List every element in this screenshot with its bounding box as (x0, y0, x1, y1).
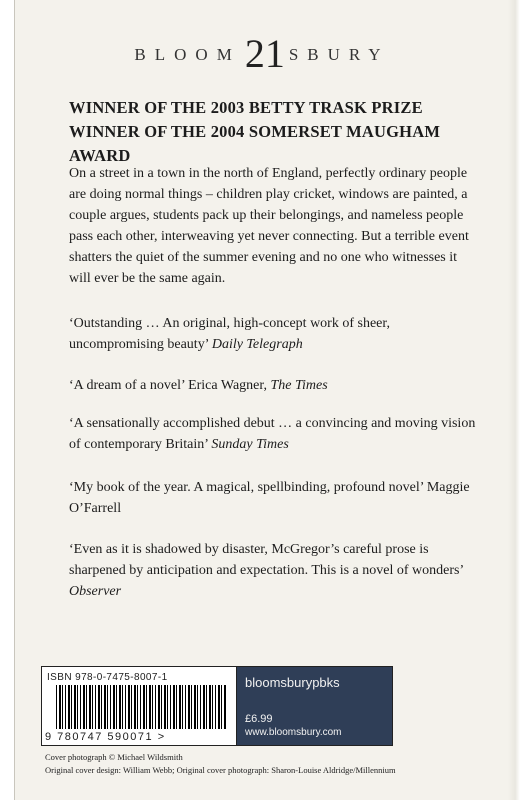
barcode-digits: 9 780747 590071 > (45, 731, 166, 743)
quote-source: The Times (270, 378, 328, 393)
barcode-bars (56, 685, 226, 729)
quote-text: ‘A sensationally accomplished debut … a convincing and moving vision of contemporary Britain’ (69, 416, 476, 452)
isbn-text: ISBN 978-0-7475-8007-1 (47, 672, 168, 683)
award-line: WINNER OF THE 2004 SOMERSET MAUGHAM AWARD (69, 122, 441, 165)
quote-source: Daily Telegraph (211, 337, 303, 352)
review-quote (69, 313, 479, 355)
logo-left: BLOOM (134, 45, 241, 64)
photo-credit: Cover photograph © Michael Wildsmith (45, 752, 183, 762)
publisher-logo (15, 30, 509, 77)
review-quote (69, 375, 479, 396)
quote-text: ‘My book of the year. A magical, spellbinding, profound novel’ Maggie O’Farrell (69, 480, 470, 516)
logo-number: 21 (244, 31, 285, 76)
awards (69, 96, 499, 168)
quote-text: ‘A dream of a novel’ Erica Wagner, (69, 378, 267, 393)
review-quote (69, 539, 479, 602)
award-line: WINNER OF THE 2003 BETTY TRASK PRIZE (69, 98, 423, 117)
quote-text: ‘Outstanding … An original, high-concept work of sheer, uncompromising beauty’ (69, 316, 390, 352)
price-panel (237, 667, 392, 745)
imprint-name: bloomsburypbks (245, 675, 340, 690)
website: www.bloomsbury.com (245, 727, 342, 738)
design-credit: Original cover design: William Webb; Original cover photograph: Sharon-Louise Aldridge/Millennium (45, 765, 396, 775)
quote-text: ‘Even as it is shadowed by disaster, McGregor’s careful prose is sharpened by anticipation and expectation. This is a novel of wonders’ (69, 542, 464, 578)
barcode-panel (41, 666, 393, 746)
barcode-area (42, 667, 237, 745)
review-quote (69, 413, 479, 455)
logo-right: SBURY (288, 45, 390, 64)
quote-source: Sunday Times (211, 437, 289, 452)
book-back-cover (14, 0, 509, 800)
page-edge (508, 0, 520, 800)
quote-source: Observer (69, 584, 122, 599)
review-quote (69, 477, 479, 519)
book-blurb: On a street in a town in the north of England, perfectly ordinary people are doing normal things – children play cricket, windows are painted, a couple argues, students pack up their belongings, and nameless people pass each other, interweaving yet never connecting. But a terrible event shatters the quiet of the summer evening and no one who witnesses it will ever be the same again. (69, 166, 469, 286)
price: £6.99 (245, 713, 273, 725)
